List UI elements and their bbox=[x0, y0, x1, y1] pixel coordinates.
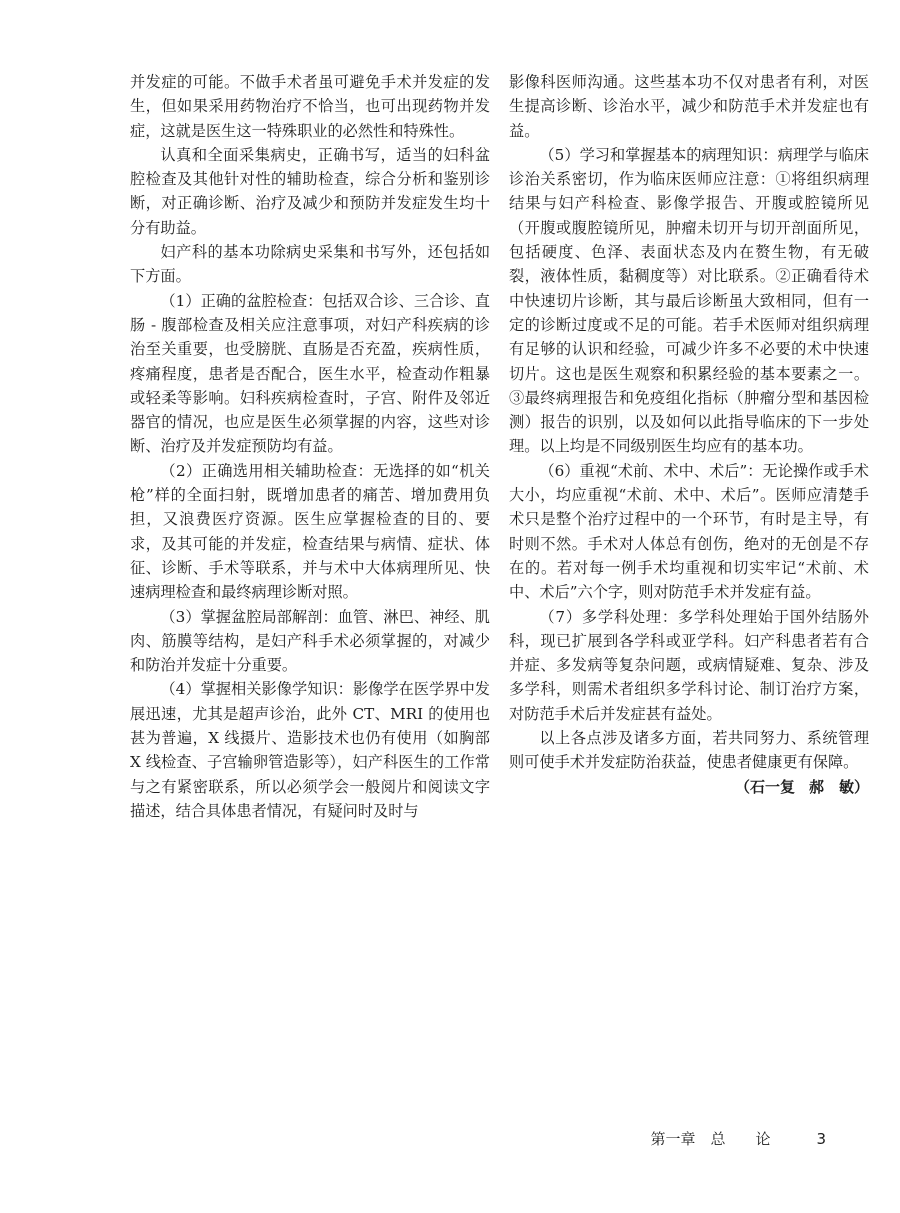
chapter-title: 第一章 总 论 bbox=[650, 1130, 771, 1148]
right-column bbox=[509, 70, 869, 799]
page-footer bbox=[650, 1128, 826, 1149]
paragraph: （6）重视“术前、术中、术后”：无论操作或手术大小，均应重视“术前、术中、术后”。医师应清楚手术只是整个治疗过程中的一个环节，有时是主导，有时则不然。手术对人体总有创伤，绝对的无创是不存在的。若对每一例手术均重视和切实牢记“术前、术中、术后”六个字，则对防范手术并发症有益。 bbox=[509, 461, 869, 602]
paragraph: 以上各点涉及诸多方面，若共同努力、系统管理则可使手术并发症防治获益，使患者健康更有保障。 bbox=[509, 729, 869, 772]
author-name: 郝 敏 bbox=[808, 777, 854, 796]
paragraph: （4）掌握相关影像学知识：影像学在医学界中发展迅速，尤其是超声诊治，此外 CT、MRI 的使用也甚为普遍，X 线摄片、造影技术也仍有使用（如胸部 X 线检查、子宫输卵管造影等），妇产科医生的工作常与之有紧密联系，所以必须学会一般阅片和阅读文字描述，结合具体患者情况，有疑问时及时与 bbox=[130, 680, 490, 820]
paragraph: 妇产科的基本功除病史采集和书写外，还包括如下方面。 bbox=[130, 243, 490, 286]
paragraph: 并发症的可能。不做手术者虽可避免手术并发症的发生，但如果采用药物治疗不恰当，也可出现药物并发症，这就是医生这一特殊职业的必然性和特殊性。 bbox=[130, 73, 490, 140]
left-column bbox=[130, 70, 490, 823]
paragraph: 认真和全面采集病史，正确书写，适当的妇科盆腔检查及其他针对性的辅助检查，综合分析和鉴别诊断，对正确诊断、治疗及减少和预防并发症发生均十分有助益。 bbox=[130, 145, 490, 237]
paragraph: （3）掌握盆腔局部解剖：血管、淋巴、神经、肌肉、筋膜等结构，是妇产科手术必须掌握的，对减少和防治并发症十分重要。 bbox=[130, 607, 490, 675]
page-number: 3 bbox=[816, 1130, 826, 1148]
author-signature: （石一复 郝 敏） bbox=[734, 777, 869, 796]
paragraph: （7）多学科处理：多学科处理始于国外结肠外科，现已扩展到各学科或亚学科。妇产科患者若有合并症、多发病等复杂问题，或病情疑难、复杂、涉及多学科，则需术者组织多学科讨论、制订治疗方案，对防范手术后并发症甚有益处。 bbox=[509, 607, 869, 723]
paragraph: （1）正确的盆腔检查：包括双合诊、三合诊、直肠 - 腹部检查及相关应注意事项，对妇产科疾病的诊治至关重要，也受膀胱、直肠是否充盈，疾病性质，疼痛程度，患者是否配合，医生水平，检查动作粗暴或轻柔等影响。妇科疾病检查时，子宫、附件及邻近器官的情况，也应是医生必须掌握的内容，这些对诊断、治疗及并发症预防均有益。 bbox=[130, 291, 490, 456]
paragraph: （2）正确选用相关辅助检查：无选择的如“机关枪”样的全面扫射，既增加患者的痛苦、增加费用负担，又浪费医疗资源。医生应掌握检查的目的、要求，及其可能的并发症，检查结果与病情、症状、体征、诊断、手术等联系，并与术中大体病理所见、快速病理检查和最终病理诊断对照。 bbox=[130, 461, 490, 602]
paragraph: （5）学习和掌握基本的病理知识：病理学与临床诊治关系密切，作为临床医师应注意：①将组织病理结果与妇产科检查、影像学报告、开腹或腔镜所见（开腹或腹腔镜所见，肿瘤未切开与切开剖面所见，包括硬度、色泽、表面状态及内在赘生物，有无破裂，液体性质，黏稠度等）对比联系。②正确看待术中快速切片诊断，其与最后诊断虽大致相同，但有一定的诊断过度或不足的可能。若手术医师对组织病理有足够的认识和经验，可减少许多不必要的术中快速切片。这也是医生观察和积累经验的基本要素之一。③最终病理报告和免疫组化指标（肿瘤分型和基因检测）报告的识别，以及如何以此指导临床的下一步处理。以上均是不同级别医生均应有的基本功。 bbox=[509, 145, 869, 456]
author-name: 石一复 bbox=[749, 777, 795, 796]
paragraph: 影像科医师沟通。这些基本功不仅对患者有利，对医生提高诊断、诊治水平，减少和防范手术并发症也有益。 bbox=[509, 73, 869, 140]
